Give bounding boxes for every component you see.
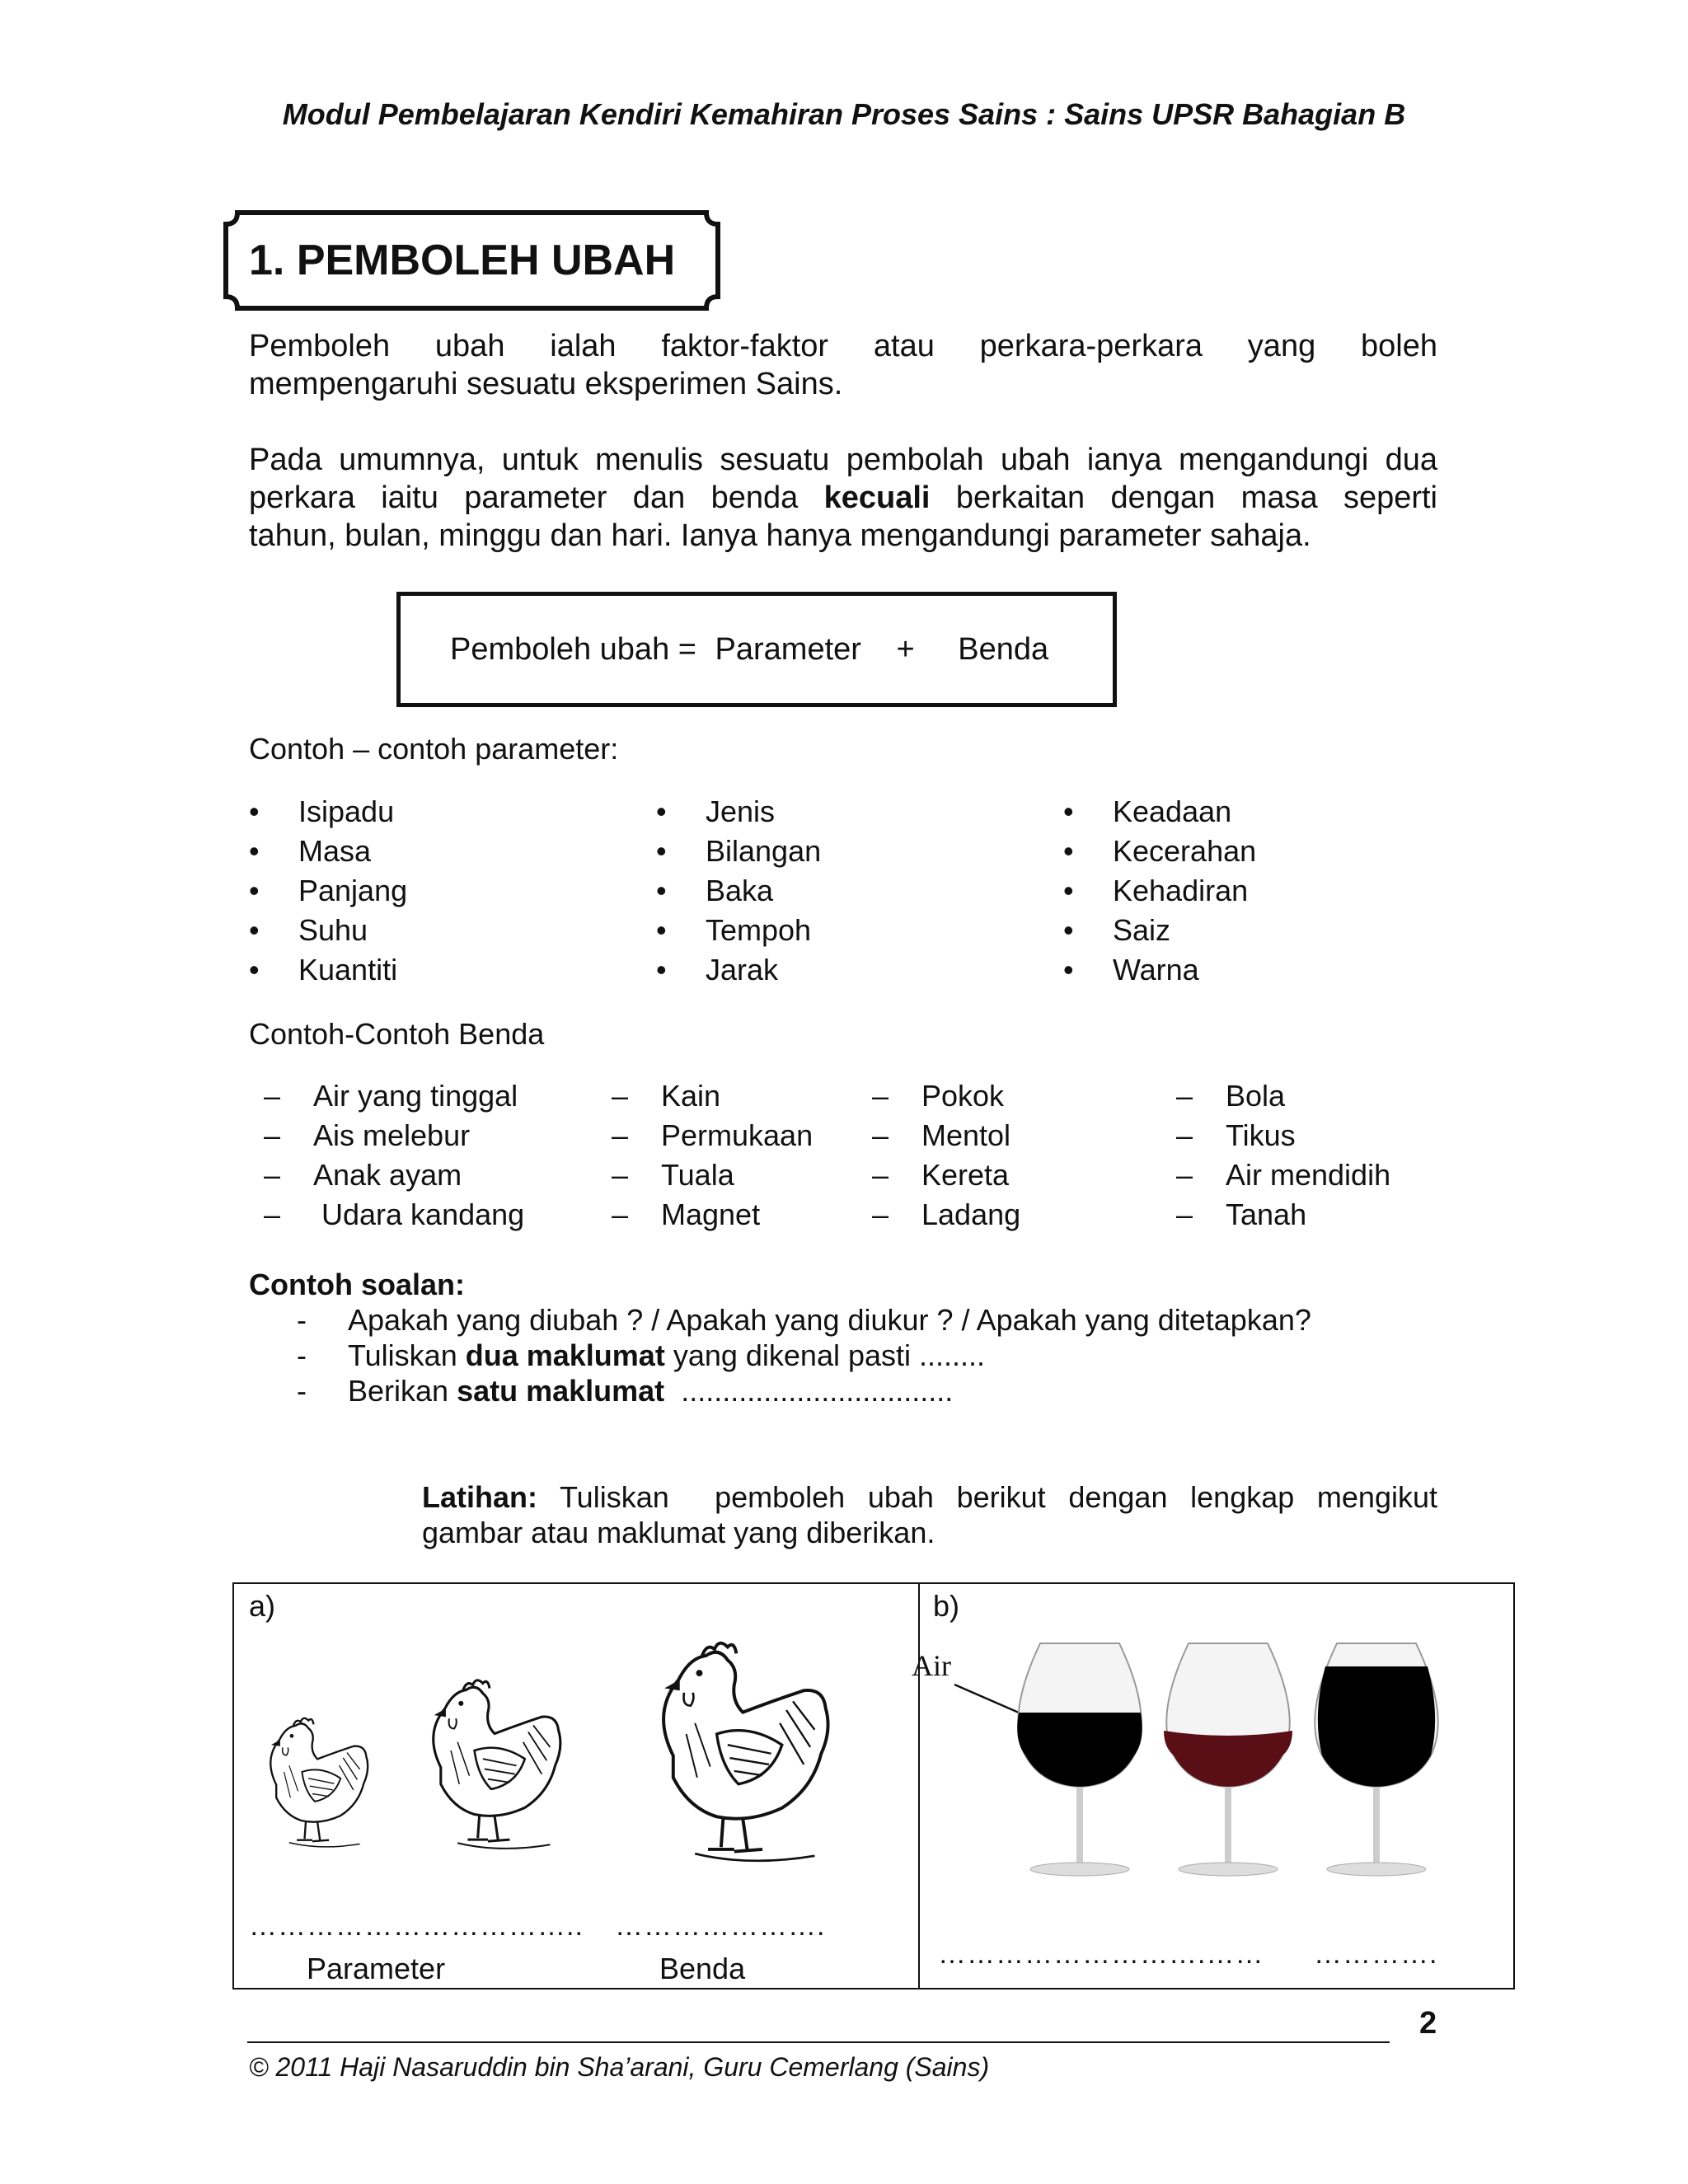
exercise-a-benda-caption: Benda [659, 1952, 746, 1985]
parameters-column-2 [656, 792, 821, 990]
exercise-b-label: b) [933, 1589, 960, 1623]
list-item: • Kehadiran [1063, 871, 1256, 911]
list-item: – Ais melebur [264, 1116, 524, 1155]
intro-p2-line2-start: perkara iaitu parameter dan benda [249, 480, 799, 515]
latihan-line2: gambar atau maklumat yang diberikan. [422, 1516, 935, 1549]
list-item: – Udara kandang [264, 1195, 524, 1235]
list-item: – Kain [612, 1076, 813, 1116]
latihan-line1-text: Tuliskan pemboleh ubah berikut dengan lengkap mengikut [560, 1480, 1437, 1514]
benda-column-1 [264, 1076, 524, 1235]
footer-copyright: © 2011 Haji Nasaruddin bin Sha’arani, Guru Cemerlang (Sains) [249, 2052, 990, 2082]
exercise-divider [918, 1584, 920, 1988]
formula-box [396, 592, 1117, 707]
exercise-table [232, 1582, 1515, 1990]
exercise-a-parameter-blank: …………………………….. [249, 1910, 584, 1942]
list-item: – Anak ayam [264, 1155, 524, 1195]
question-2-end: yang dikenal pasti ........ [673, 1338, 986, 1372]
benda-column-2 [612, 1076, 813, 1235]
section-title-box [223, 209, 721, 312]
question-3 [297, 1373, 1311, 1408]
list-item: • Jarak [656, 950, 821, 990]
latihan-label: Latihan: [422, 1480, 537, 1514]
list-item: • Kuantiti [249, 950, 407, 990]
question-3-end: ................................. [673, 1374, 954, 1408]
questions-list [297, 1302, 1311, 1408]
question-2 [297, 1338, 1311, 1373]
intro-p2-line1: Pada umumnya, untuk menulis sesuatu pembolah ubah ianya mengandungi dua [249, 443, 1437, 477]
wine-glass-1 [1017, 1643, 1142, 1876]
formula-benda: Benda [958, 632, 1049, 667]
intro-p2-line3: tahun, bulan, minggu dan hari. Ianya hanya mengandungi parameter sahaja. [249, 518, 1311, 553]
list-item: • Suhu [249, 911, 407, 950]
list-item: • Bilangan [656, 832, 821, 871]
formula-lhs: Pemboleh ubah = [450, 632, 696, 667]
questions-heading: Contoh soalan: [249, 1268, 465, 1301]
list-item: – Mentol [872, 1116, 1020, 1155]
exercise-a-benda-blank: …………………. [615, 1910, 826, 1942]
list-item: – Tanah [1176, 1195, 1390, 1235]
list-item: – Pokok [872, 1076, 1020, 1116]
intro-paragraph-1 [249, 327, 1437, 403]
question-2-start: Tuliskan [348, 1338, 457, 1372]
list-item: – Bola [1176, 1076, 1390, 1116]
list-item: • Masa [249, 832, 407, 871]
hens-illustration [242, 1617, 910, 1897]
benda-column-3 [872, 1076, 1020, 1235]
parameters-column-1 [249, 792, 407, 990]
list-item: • Isipadu [249, 792, 407, 832]
list-item: • Jenis [656, 792, 821, 832]
exercise-b-parameter-blank: ……………………….…… [938, 1938, 1264, 1970]
list-item: – Tikus [1176, 1116, 1390, 1155]
exercise-a-label: a) [249, 1589, 276, 1623]
page-number: 2 [1419, 2006, 1437, 2041]
list-item: • Warna [1063, 950, 1256, 990]
section-title: 1. PEMBOLEH UBAH [249, 237, 676, 284]
benda-column-4 [1176, 1076, 1390, 1235]
parameters-label: Contoh – contoh parameter: [249, 732, 619, 766]
formula-parameter: Parameter [715, 632, 861, 667]
latihan-line1 [422, 1479, 1437, 1515]
list-item: – Air mendidih [1176, 1155, 1390, 1195]
benda-label: Contoh-Contoh Benda [249, 1017, 545, 1051]
latihan-instruction [422, 1479, 1437, 1550]
footer-rule [247, 2041, 1390, 2043]
list-item: – Magnet [612, 1195, 813, 1235]
list-item: • Keadaan [1063, 792, 1256, 832]
intro-p1-line1: Pemboleh ubah ialah faktor-faktor atau perkara-perkara yang boleh [249, 329, 1437, 363]
list-item: • Baka [656, 871, 821, 911]
list-item: • Kecerahan [1063, 832, 1256, 871]
intro-paragraph-2 [249, 441, 1437, 555]
question-2-bold: dua maklumat [465, 1338, 665, 1372]
list-item: – Ladang [872, 1195, 1020, 1235]
air-label: Air [912, 1649, 951, 1682]
list-item: • Panjang [249, 871, 407, 911]
parameters-column-3 [1063, 792, 1256, 990]
wine-glass-2 [1164, 1643, 1292, 1876]
list-item: • Tempoh [656, 911, 821, 950]
formula-plus: + [896, 632, 915, 667]
list-item: – Air yang tinggal [264, 1076, 524, 1116]
header-title: Modul Pembelajaran Kendiri Kemahiran Proses Sains : Sains UPSR Bahagian B [282, 97, 1406, 131]
list-item: – Tuala [612, 1155, 813, 1195]
glasses-illustration [926, 1617, 1503, 1889]
intro-p2-line2-end: berkaitan dengan masa seperti [955, 480, 1437, 515]
formula-text [450, 632, 1048, 668]
air-pointer-line [954, 1685, 1019, 1713]
intro-p2-kecuali: kecuali [823, 480, 931, 515]
intro-p2-line2 [249, 479, 1437, 517]
exercise-a-parameter-caption: Parameter [307, 1952, 446, 1985]
list-item: – Permukaan [612, 1116, 813, 1155]
question-3-bold: satu maklumat [457, 1374, 665, 1408]
list-item: – Kereta [872, 1155, 1020, 1195]
list-item: • Saiz [1063, 911, 1256, 950]
wine-glass-3 [1315, 1643, 1437, 1876]
question-1: - Apakah yang diubah ? / Apakah yang diukur ? / Apakah yang ditetapkan? [297, 1302, 1311, 1338]
exercise-b-benda-blank: …………. [1314, 1938, 1438, 1970]
question-3-start: Berikan [348, 1374, 449, 1408]
intro-p1-line2: mempengaruhi sesuatu eksperimen Sains. [249, 367, 843, 401]
